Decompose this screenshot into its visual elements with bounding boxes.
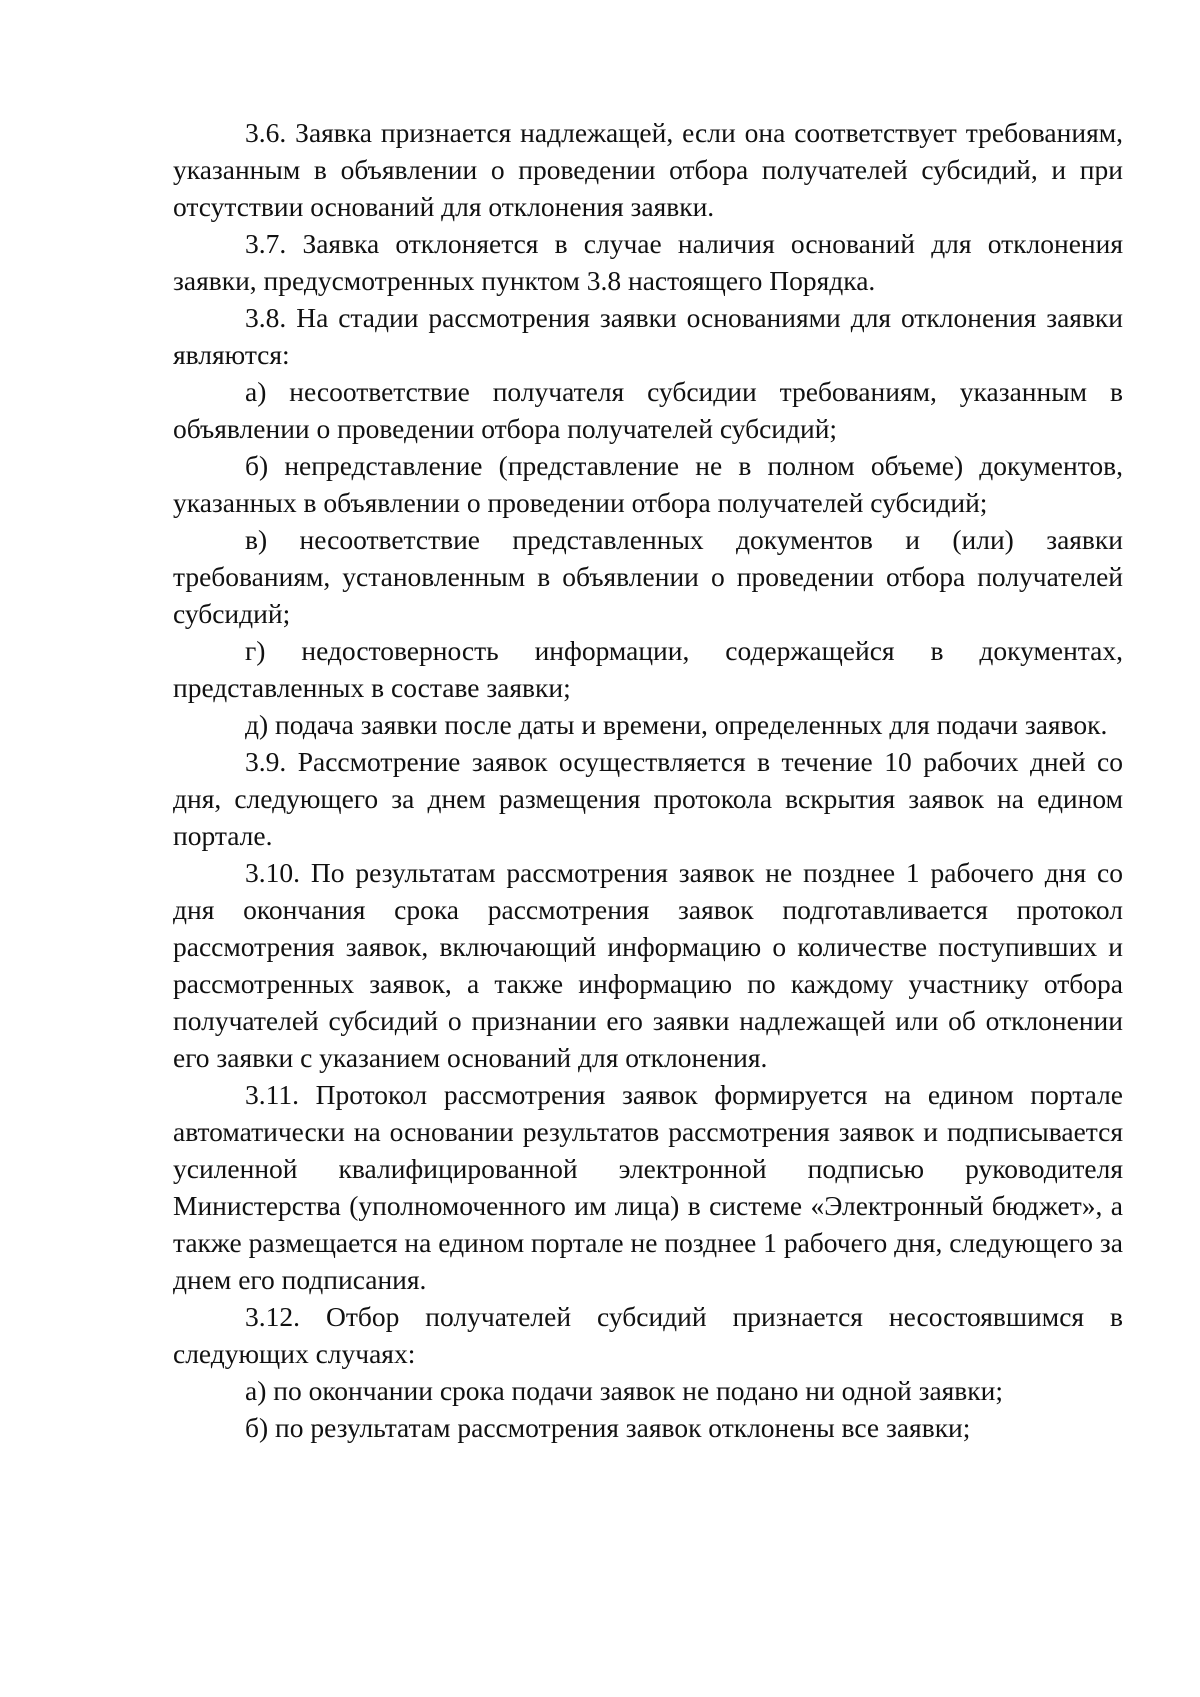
paragraph-3-9: 3.9. Рассмотрение заявок осуществляется в течение 10 рабочих дней со дня, следующего за днем размещения протокола вскрытия заявок на едином портале.: [173, 746, 1123, 851]
document-body: [173, 114, 1123, 1446]
paragraph-3-12-b: б) по результатам рассмотрения заявок отклонены все заявки;: [245, 1412, 971, 1443]
paragraph-3-7: 3.7. Заявка отклоняется в случае наличия оснований для отклонения заявки, предусмотренных пунктом 3.8 настоящего Порядка.: [173, 228, 1123, 296]
paragraph-3-8-d: д) подача заявки после даты и времени, определенных для подачи заявок.: [245, 709, 1108, 740]
paragraph-3-8-v: в) несоответствие представленных документов и (или) заявки требованиям, установленным в объявлении о проведении отбора получателей субсидий;: [173, 524, 1123, 629]
paragraph-3-6: 3.6. Заявка признается надлежащей, если она соответствует требованиям, указанным в объявлении о проведении отбора получателей субсидий, и при отсутствии оснований для отклонения заявки.: [173, 117, 1123, 222]
paragraph-3-10: 3.10. По результатам рассмотрения заявок не позднее 1 рабочего дня со дня окончания срока рассмотрения заявок подготавливается протокол рассмотрения заявок, включающий информацию о количестве поступивших и рассмотренных заявок, а также информацию по каждому участнику отбора получателей субсидий о признании его заявки надлежащей или об отклонении его заявки с указанием оснований для отклонения.: [173, 857, 1123, 1073]
paragraph-3-8-g: г) недостоверность информации, содержащейся в документах, представленных в составе заявки;: [173, 635, 1123, 703]
paragraph-3-12-a: а) по окончании срока подачи заявок не подано ни одной заявки;: [245, 1375, 1003, 1406]
paragraph-3-8-a: а) несоответствие получателя субсидии требованиям, указанным в объявлении о проведении отбора получателей субсидий;: [173, 376, 1123, 444]
paragraph-3-8: 3.8. На стадии рассмотрения заявки основаниями для отклонения заявки являются:: [173, 302, 1123, 370]
paragraph-3-12: 3.12. Отбор получателей субсидий признается несостоявшимся в следующих случаях:: [173, 1301, 1123, 1369]
paragraph-3-11: 3.11. Протокол рассмотрения заявок формируется на едином портале автоматически на основании результатов рассмотрения заявок и подписывается усиленной квалифицированной электронной подписью руководителя Министерства (уполномоченного им лица) в системе «Электронный бюджет», а также размещается на едином портале не позднее 1 рабочего дня, следующего за днем его подписания.: [173, 1079, 1123, 1295]
paragraph-3-8-b: б) непредставление (представление не в полном объеме) документов, указанных в объявлении о проведении отбора получателей субсидий;: [173, 450, 1123, 518]
